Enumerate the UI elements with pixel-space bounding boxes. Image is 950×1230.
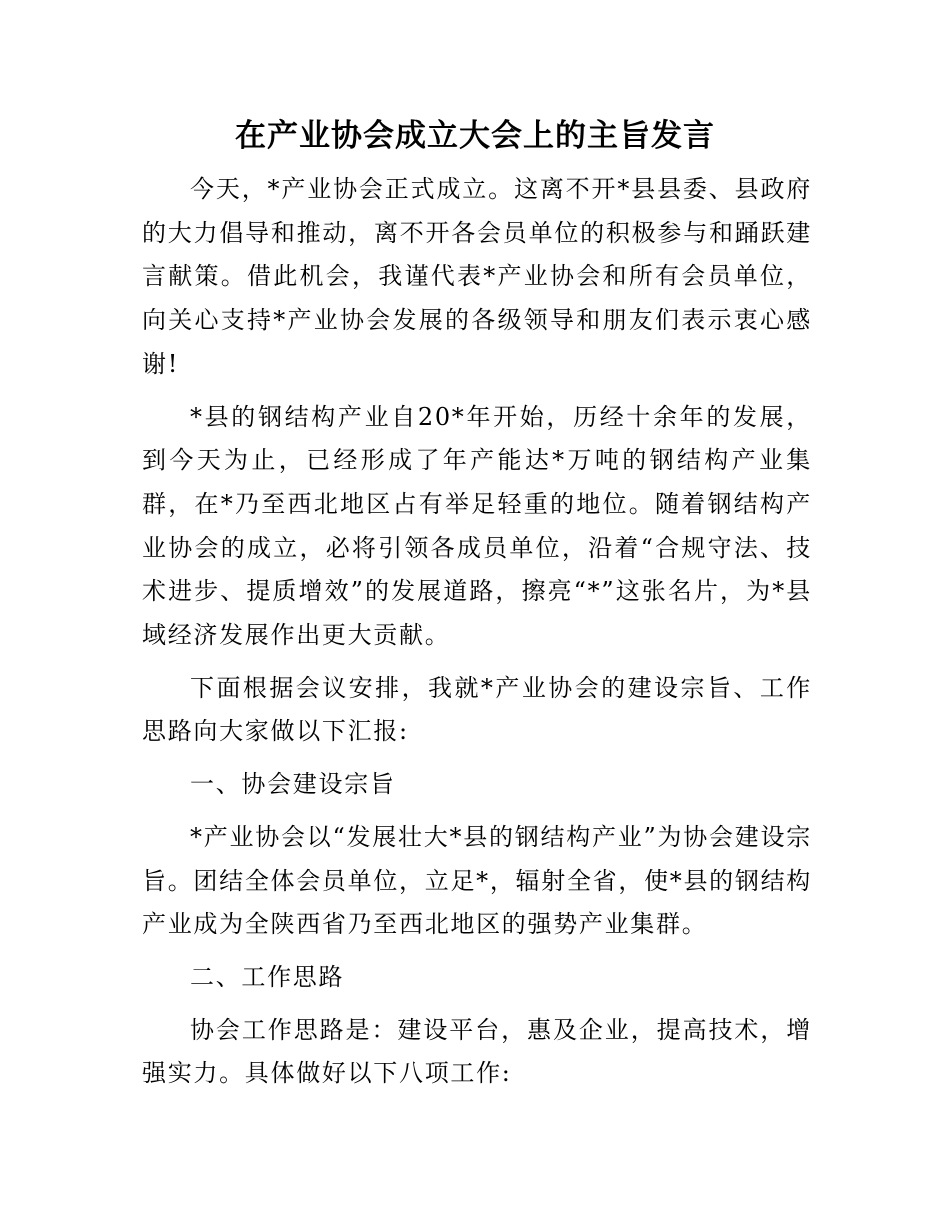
paragraph-purpose: *产业协会以“发展壮大*县的钢结构产业”为协会建设宗旨。团结全体会员单位，立足*，辐射全省，使*县的钢结构产业成为全陕西省乃至西北地区的强势产业集群。 (142, 822, 812, 939)
document-title: 在产业协会成立大会上的主旨发言 (235, 118, 715, 154)
paragraph-report-intro: 下面根据会议安排，我就*产业协会的建设宗旨、工作思路向大家做以下汇报: (142, 673, 812, 746)
paragraph-industry-history: *县的钢结构产业自20*年开始，历经十余年的发展，到今天为止，已经形成了年产能达*万吨的钢结构产业集群，在*乃至西北地区占有举足轻重的地位。随着钢结构产业协会的成立，必将引领各成员单位，沿着“合规守法、技术进步、提质增效”的发展道路，擦亮“*”这张名片，为*县域经济发展作出更大贡献。 (142, 402, 812, 650)
section-heading-purpose: 一、协会建设宗旨 (190, 770, 396, 799)
paragraph-approach: 协会工作思路是：建设平台，惠及企业，提高技术，增强实力。具体做好以下八项工作: (142, 1015, 812, 1088)
document-body (142, 168, 812, 1105)
paragraph-intro: 今天，*产业协会正式成立。这离不开*县县委、县政府的大力倡导和推动，离不开各会员单位的积极参与和踊跃建言献策。借此机会，我谨代表*产业协会和所有会员单位，向关心支持*产业协会发展的各级领导和朋友们表示衷心感谢! (142, 175, 812, 378)
section-heading-approach: 二、工作思路 (190, 962, 345, 991)
